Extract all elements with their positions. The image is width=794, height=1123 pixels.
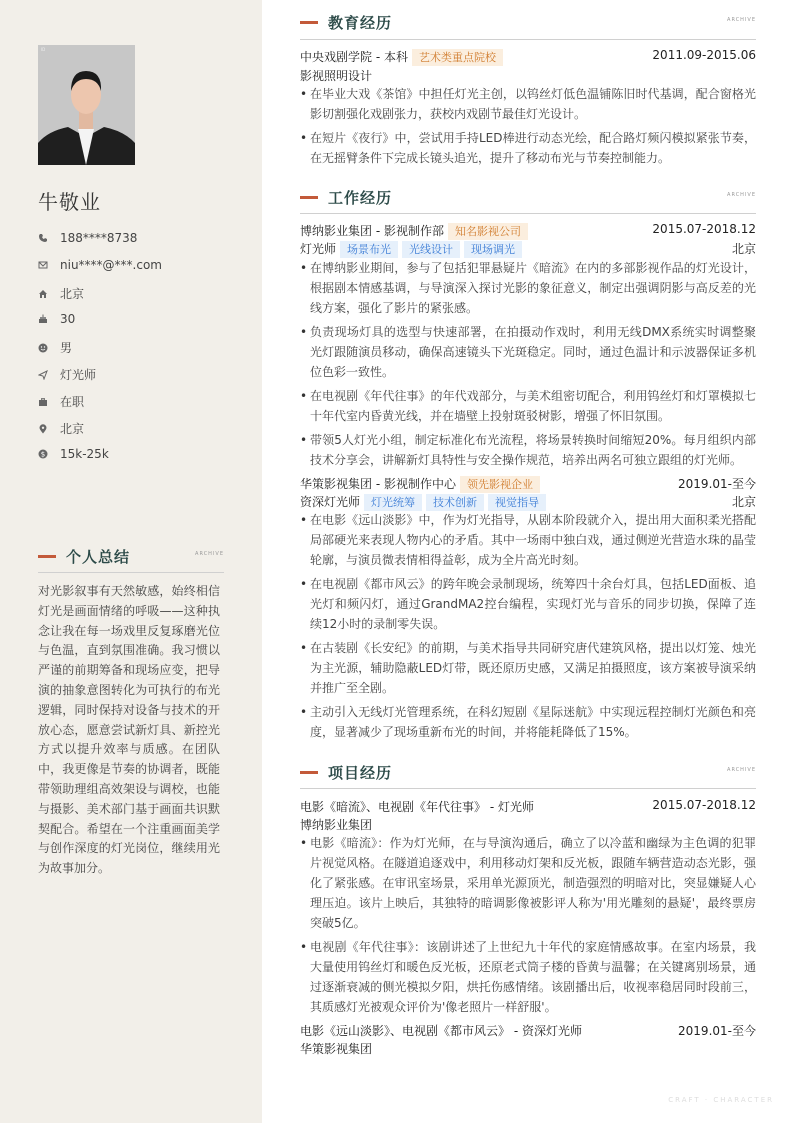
skill-tag: 现场调光 <box>464 241 522 258</box>
section-divider <box>300 213 756 214</box>
work-heading <box>300 187 756 208</box>
sidebar <box>0 0 262 1123</box>
job-role: 灯光师 <box>300 242 337 256</box>
project-date: 2019.01-至今 <box>678 1024 756 1038</box>
skill-tag: 视觉指导 <box>488 494 546 511</box>
job-bullet: • 主动引入无线灯光管理系统，在科幻短剧《星际迷航》中实现远程控制灯光颜色和亮度，显著减少了现场重新布光的时间，并将能耗降低了15%。 <box>300 702 756 742</box>
project-bullet: • 电影《暗流》：作为灯光师，在与导演沟通后，确立了以冷蓝和幽绿为主色调的犯罪片视觉风格。在隧道追逐戏中，利用移动灯架和反光板，跟随车辆营造动态光影，强化了紧张感。在审讯室场景，采用单光源顶光，制造强烈的明暗对比，突显嫌疑人心理压迫。该片上映后，其独特的暗调影像被影评人称为'用光雕刻的悬疑'，最终票房突破5亿。 <box>300 833 756 933</box>
major: 影视照明设计 <box>300 69 373 83</box>
job-bullet: • 在电视剧《年代往事》的年代戏部分，与美术组密切配合，利用钨丝灯和灯罩模拟七十年代室内昏黄光线，并在墙壁上投射斑驳树影，增强了怀旧氛围。 <box>300 386 756 426</box>
company-tag: 知名影视公司 <box>448 223 528 240</box>
section-accent-bar <box>300 21 318 24</box>
svg-text:$: $ <box>40 450 46 459</box>
section-accent-bar <box>300 771 318 774</box>
project-bullet: • 电视剧《年代往事》：该剧讲述了上世纪九十年代的家庭情感故事。在室内场景，我大量使用钨丝灯和暖色反光板，还原老式筒子楼的昏黄与温馨；在关键离别场景，通过逐渐衰减的侧光模拟夕阳，烘托伤感情绪。该剧播出后，收视率稳居同时段前三，其质感灯光被观众评价为'像老照片一样舒服'。 <box>300 937 756 1017</box>
job-header <box>300 475 756 493</box>
briefcase-icon <box>38 397 48 407</box>
info-text: 北京 <box>60 287 85 301</box>
project-name: 电影《远山淡影》、电视剧《都市风云》 - 资深灯光师 <box>300 1024 582 1038</box>
section-title: 教育经历 <box>328 14 393 32</box>
project-date: 2015.07-2018.12 <box>652 798 756 812</box>
section-tag: ARCHIVE <box>195 551 224 557</box>
company-name: 华策影视集团 - 影视制作中心 <box>300 477 456 491</box>
info-status <box>38 393 238 410</box>
section-tag: ARCHIVE <box>727 767 756 773</box>
cake-icon <box>38 314 48 324</box>
job-bullet: • 带领5人灯光小组，制定标准化布光流程，将场景转换时间缩短20%。每月组织内部技术分享会，讲解新灯具特性与安全操作规范，培养出两名可独立跟组的灯光师。 <box>300 430 756 470</box>
summary-heading <box>38 546 224 567</box>
summary-text: 对光影叙事有天然敏感，始终相信灯光是画面情绪的呼吸——这种执念让我在每一场戏里反复琢磨光位与色温，直到氛围准确。我习惯以严谨的前期筹备和现场应变，把导演的抽象意图转化为可执行的布光逻辑，同时保持对设备与技术的开放心态，愿意尝试新灯具、新控光方式以提升效率与质感。在团队中，我更像是节奏的协调者，既能带领助理组高效架设与调校，也能与摄影、美术部门基于画面共识默契配合。希望在一个注重画面美学与创作深度的灯光岗位，继续用光为故事加分。 <box>38 584 220 876</box>
skill-tag: 技术创新 <box>426 494 484 511</box>
info-phone <box>38 231 238 245</box>
project-name: 电影《暗流》、电视剧《年代往事》 - 灯光师 <box>300 800 534 814</box>
info-text: 188****8738 <box>60 231 138 245</box>
company-name: 博纳影业集团 - 影视制作部 <box>300 224 444 238</box>
job-bullet: • 在电视剧《都市风云》的跨年晚会录制现场，统筹四十余台灯具，包括LED面板、追光灯和频闪灯，通过GrandMA2控台编程，实现灯光与音乐的同步切换，保障了连续12小时的录制零失误。 <box>300 574 756 634</box>
home-icon <box>38 289 48 299</box>
job-city: 北京 <box>731 495 756 509</box>
section-title: 个人总结 <box>66 548 131 566</box>
school-name: 中央戏剧学院 - 本科 <box>300 50 408 64</box>
info-text: 男 <box>60 341 73 355</box>
send-icon <box>38 370 48 380</box>
candidate-name: 牛敬业 <box>38 190 101 214</box>
info-home <box>38 285 238 302</box>
education-row <box>300 48 756 66</box>
info-age <box>38 312 238 326</box>
job-role-row <box>300 493 756 511</box>
info-text: 30 <box>60 312 76 326</box>
job-header <box>300 222 756 240</box>
portrait-image <box>38 45 135 165</box>
info-gender <box>38 339 238 356</box>
info-text: niu****@***.com <box>60 258 162 272</box>
section-divider <box>300 39 756 40</box>
info-text: 在职 <box>60 395 85 409</box>
skill-tag: 光线设计 <box>402 241 460 258</box>
education-bullet: • 在毕业大戏《茶馆》中担任灯光主创，以钨丝灯低色温铺陈旧时代基调，配合窗格光影切割强化戏剧张力，获校内戏剧节最佳灯光设计。 <box>300 84 756 124</box>
info-position <box>38 366 238 383</box>
info-text: 灯光师 <box>60 368 97 382</box>
job-bullet: • 在电影《远山淡影》中，作为灯光指导，从剧本阶段就介入，提出用大面积柔光搭配局部硬光来表现人物内心的矛盾。其中一场雨中独白戏，通过侧逆光营造水珠的晶莹轮廓，与演员微表情相得益彰，成为全片高光时刻。 <box>300 510 756 570</box>
section-divider <box>300 788 756 789</box>
section-accent-bar <box>38 555 56 558</box>
education-date: 2011.09-2015.06 <box>652 48 756 62</box>
education-bullet: • 在短片《夜行》中，尝试用手持LED棒进行动态光绘，配合路灯频闪模拟紧张节奏，在无摇臂条件下完成长镜头追光，提升了移动布光与节奏控制能力。 <box>300 128 756 168</box>
info-text: 北京 <box>60 422 85 436</box>
job-bullet: • 在博纳影业期间，参与了包括犯罪悬疑片《暗流》在内的多部影视作品的灯光设计，根据剧本情感基调，与导演深入探讨光影的象征意义，制定出强调阴影与高反差的光线方案，强化了影片的紧张感。 <box>300 258 756 318</box>
project-org: 华策影视集团 <box>300 1042 373 1056</box>
job-bullet: • 负责现场灯具的选型与快速部署，在拍摄动作戏时，利用无线DMX系统实时调整聚光灯跟随演员移动，确保高速镜头下光斑稳定。同时，通过色温计和示波器保证多机位色彩一致性。 <box>300 322 756 382</box>
location-pin-icon <box>38 424 48 434</box>
school-tag: 艺术类重点院校 <box>412 49 503 66</box>
info-city <box>38 420 238 437</box>
info-salary <box>38 447 238 461</box>
section-title: 工作经历 <box>328 189 393 207</box>
job-role: 资深灯光师 <box>300 495 361 509</box>
section-accent-bar <box>300 196 318 199</box>
skill-tag: 灯光统筹 <box>364 494 422 511</box>
watermark: CRAFT · CHARACTER <box>668 1096 774 1104</box>
job-date: 2015.07-2018.12 <box>652 222 756 236</box>
skill-tag: 场景布光 <box>340 241 398 258</box>
section-tag: ARCHIVE <box>727 17 756 23</box>
company-tag: 领先影视企业 <box>460 476 540 493</box>
photo-label: ID <box>41 47 46 52</box>
job-city: 北京 <box>731 242 756 256</box>
avatar <box>38 45 135 165</box>
project-org: 博纳影业集团 <box>300 818 373 832</box>
info-text: 15k-25k <box>60 447 109 461</box>
salary-icon <box>38 449 48 459</box>
job-role-row <box>300 240 756 258</box>
job-date: 2019.01-至今 <box>678 477 756 491</box>
job-bullet: • 在古装剧《长安纪》的前期，与美术指导共同研究唐代建筑风格，提出以灯笼、烛光为主光源，辅助隐蔽LED灯带，既还原历史感，又满足拍摄照度，该方案被导演采纳并推广至全剧。 <box>300 638 756 698</box>
projects-heading <box>300 762 756 783</box>
info-email <box>38 258 238 272</box>
project-header <box>300 798 756 815</box>
education-heading <box>300 12 756 33</box>
section-divider <box>38 572 224 573</box>
phone-icon <box>38 233 48 243</box>
smile-icon <box>38 343 48 353</box>
project-header <box>300 1022 756 1039</box>
mail-icon <box>38 260 48 270</box>
section-title: 项目经历 <box>328 764 393 782</box>
section-tag: ARCHIVE <box>727 192 756 198</box>
